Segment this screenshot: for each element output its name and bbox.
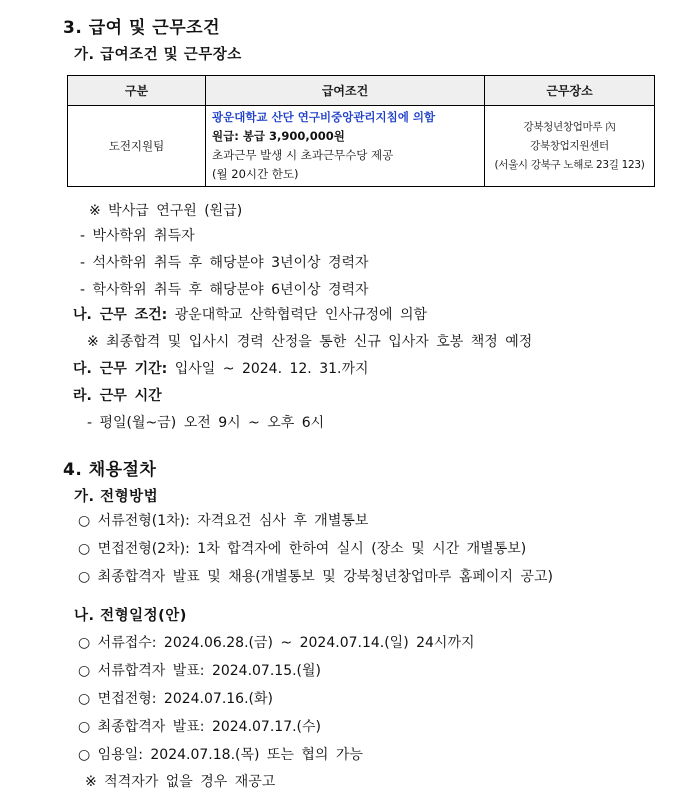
location-line-1: 강북청년창업마루 內 (523, 120, 616, 133)
work-condition-note: ※ 최종합격 및 입사시 경력 산정을 통한 신규 입사자 호봉 책정 예정 (87, 334, 533, 350)
work-condition-value: 광운대학교 산학협력단 인사규정에 의함 (174, 307, 428, 323)
header-location: 근무장소 (485, 76, 655, 106)
requirement-item: - 박사학위 취득자 (80, 228, 195, 244)
work-period (73, 358, 369, 378)
work-hours-title: 라. 근무 시간 (73, 388, 162, 404)
team-cell: 도전지원팀 (68, 106, 206, 187)
rehire-note: ※ 적격자가 없을 경우 재공고 (85, 774, 276, 790)
work-condition-label: 나. 근무 조건: (73, 307, 168, 323)
schedule-title: 나. 전형일정(안) (74, 608, 187, 624)
method-item: ○ 서류전형(1차): 자격요건 심사 후 개별통보 (78, 513, 369, 529)
method-item: ○ 면접전형(2차): 1차 합격자에 한하여 실시 (장소 및 시간 개별통보) (78, 541, 527, 557)
salary-cell (206, 106, 485, 187)
schedule-item: ○ 서류접수: 2024.06.28.(금) ~ 2024.07.14.(일) 24시까지 (78, 635, 475, 651)
requirement-item: - 학사학위 취득 후 해당분야 6년이상 경력자 (80, 282, 369, 298)
work-condition (73, 304, 427, 324)
schedule-item: ○ 서류합격자 발표: 2024.07.15.(월) (78, 663, 322, 679)
work-period-value: 입사일 ~ 2024. 12. 31.까지 (174, 361, 369, 377)
location-cell (485, 106, 655, 187)
schedule-item: ○ 임용일: 2024.07.18.(목) 또는 협의 가능 (78, 747, 363, 763)
work-period-label: 다. 근무 기간: (73, 361, 168, 377)
header-category: 구분 (68, 76, 206, 106)
schedule-item: ○ 최종합격자 발표: 2024.07.17.(수) (78, 719, 322, 735)
salary-amount: 원급: 봉급 3,900,000원 (212, 129, 345, 143)
section-4-title: 4. 채용절차 (63, 460, 157, 480)
salary-condition-table (67, 75, 655, 187)
salary-rule: 광운대학교 산단 연구비중앙관리지침에 의함 (212, 110, 436, 124)
table-header-row (68, 76, 655, 106)
table-row (68, 106, 655, 187)
work-hours-value: - 평일(월~금) 오전 9시 ~ 오후 6시 (87, 415, 325, 431)
location-line-2: 강북창업지원센터 (530, 139, 609, 152)
header-salary: 급여조건 (206, 76, 485, 106)
salary-location-subtitle: 가. 급여조건 및 근무장소 (74, 47, 242, 63)
phd-note: ※ 박사급 연구원 (원급) (89, 203, 243, 219)
overtime-note: 초과근무 발생 시 초과근무수당 제공 (212, 148, 394, 162)
overtime-limit: (월 20시간 한도) (212, 167, 299, 181)
location-address: (서울시 강북구 노해로 23길 123) (494, 158, 645, 171)
section-3-title: 3. 급여 및 근무조건 (63, 18, 220, 38)
method-item: ○ 최종합격자 발표 및 채용(개별통보 및 강북청년창업마루 홈페이지 공고) (78, 569, 553, 585)
selection-method-title: 가. 전형방법 (74, 489, 159, 505)
schedule-item: ○ 면접전형: 2024.07.16.(화) (78, 691, 273, 707)
requirement-item: - 석사학위 취득 후 해당분야 3년이상 경력자 (80, 255, 369, 271)
